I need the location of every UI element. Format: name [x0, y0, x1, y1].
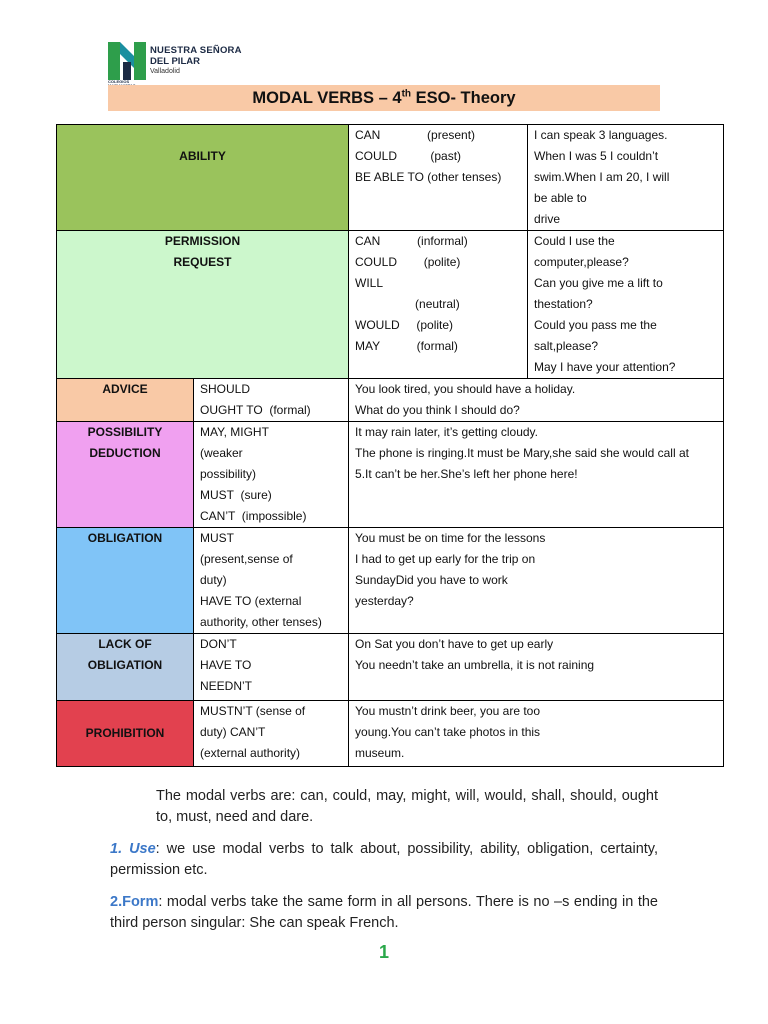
examples-prohibition — [349, 701, 724, 767]
examples-permission — [528, 231, 724, 379]
category-label: PERMISSION — [164, 234, 241, 248]
form-label: 2.Form — [110, 894, 159, 910]
page-title — [108, 85, 660, 111]
category-obligation — [57, 528, 194, 634]
modal-verbs-table — [56, 124, 724, 767]
category-label: ABILITY — [179, 149, 226, 163]
example-line: salt,please? — [534, 339, 599, 353]
category-label: PROHIBITION — [85, 726, 165, 740]
form-paragraph — [110, 892, 658, 934]
verb-line: possibility) — [200, 467, 257, 481]
verb-line: CAN’T (impossible) — [200, 509, 307, 523]
table-row-obligation — [57, 528, 724, 634]
verb-line: COULD (past) — [355, 149, 462, 163]
school-logo-icon — [108, 42, 146, 80]
example-line: It may rain later, it’s getting cloudy. — [355, 425, 538, 439]
verb-line: (external authority) — [200, 746, 301, 760]
example-line: You must be on time for the lessons — [355, 531, 546, 545]
logo-city: Valladolid — [150, 68, 180, 75]
verb-line: authority, other tenses) — [200, 615, 322, 629]
verb-line: WILL — [355, 276, 384, 290]
example-line: The phone is ringing.It must be Mary,she said she would call at — [355, 446, 689, 460]
category-lack-of-obligation — [57, 634, 194, 701]
table-row-lack-of-obligation — [57, 634, 724, 701]
category-label: REQUEST — [173, 255, 232, 269]
verb-line: (neutral) — [355, 297, 460, 311]
verb-line: BE ABLE TO (other tenses) — [355, 170, 502, 184]
category-permission — [57, 231, 349, 379]
category-possibility — [57, 422, 194, 528]
examples-advice — [349, 379, 724, 422]
verbs-obligation — [194, 528, 349, 634]
example-line: Can you give me a lift to — [534, 276, 663, 290]
example-line: 5.It can’t be her.She’s left her phone here! — [355, 467, 578, 481]
example-line: be able to — [534, 191, 587, 205]
example-line: Could you pass me the — [534, 318, 657, 332]
verb-line: CAN (informal) — [355, 234, 468, 248]
verb-line: MUSTN’T (sense of — [200, 704, 306, 718]
use-text: : we use modal verbs to talk about, possibility, ability, obligation, certainty, permission etc. — [110, 841, 658, 878]
verb-line: MAY (formal) — [355, 339, 458, 353]
verbs-advice — [194, 379, 349, 422]
category-prohibition — [57, 701, 194, 767]
examples-obligation — [349, 528, 724, 634]
category-ability — [57, 125, 349, 231]
verb-line: HAVE TO (external — [200, 594, 302, 608]
example-line: I had to get up early for the trip on — [355, 552, 536, 566]
category-label: OBLIGATION — [87, 531, 163, 545]
examples-ability — [528, 125, 724, 231]
title-text-after: ESO- Theory — [411, 89, 516, 107]
verbs-permission — [349, 231, 528, 379]
table-row-possibility — [57, 422, 724, 528]
examples-lack-of-obligation — [349, 634, 724, 701]
verb-line: COULD (polite) — [355, 255, 461, 269]
example-line: computer,please? — [534, 255, 629, 269]
verbs-lack-of-obligation — [194, 634, 349, 701]
school-logo — [108, 42, 268, 88]
page-number: 1 — [378, 942, 389, 962]
verb-line: SHOULD — [200, 382, 251, 396]
logo-caption-line1: COLEGIOS — [108, 79, 130, 84]
category-label: OBLIGATION — [87, 658, 163, 672]
example-line: drive — [534, 212, 561, 226]
title-superscript: th — [401, 88, 412, 100]
verbs-prohibition — [194, 701, 349, 767]
example-line: yesterday? — [355, 594, 414, 608]
example-line: You mustn’t drink beer, you are too — [355, 704, 541, 718]
logo-name-line2: DEL PILAR — [150, 56, 200, 67]
example-line: On Sat you don’t have to get up early — [355, 637, 554, 651]
verb-line: HAVE TO — [200, 658, 252, 672]
verbs-possibility — [194, 422, 349, 528]
use-paragraph — [110, 839, 658, 881]
examples-possibility — [349, 422, 724, 528]
example-line: SundayDid you have to work — [355, 573, 508, 587]
category-label: LACK OF — [98, 637, 152, 651]
verb-line: CAN (present) — [355, 128, 476, 142]
table-row-advice — [57, 379, 724, 422]
category-label: ADVICE — [102, 382, 148, 396]
example-line: What do you think I should do? — [355, 403, 520, 417]
verb-line: DON’T — [200, 637, 237, 651]
verbs-ability — [349, 125, 528, 231]
example-line: You look tired, you should have a holiday. — [355, 382, 576, 396]
verb-line: NEEDN’T — [200, 679, 253, 693]
verb-line: WOULD (polite) — [355, 318, 454, 332]
example-line: You needn’t take an umbrella, it is not raining — [355, 658, 595, 672]
form-text: : modal verbs take the same form in all persons. There is no –s ending in the third person singular: She can speak French. — [110, 894, 658, 931]
category-advice — [57, 379, 194, 422]
example-line: thestation? — [534, 297, 593, 311]
example-line: Could I use the — [534, 234, 615, 248]
verb-line: duty) CAN’T — [200, 725, 266, 739]
table-row-ability — [57, 125, 724, 231]
example-line: young.You can’t take photos in this — [355, 725, 541, 739]
verb-line: MUST (sure) — [200, 488, 272, 502]
category-label: POSSIBILITY — [87, 425, 163, 439]
verb-line: MUST — [200, 531, 234, 545]
verb-line: MAY, MIGHT — [200, 425, 269, 439]
example-line: When I was 5 I couldn’t — [534, 149, 659, 163]
category-label: DEDUCTION — [89, 446, 161, 460]
intro-paragraph: The modal verbs are: can, could, may, might, will, would, shall, should, ought to, must, need and dare. — [156, 788, 658, 825]
example-line: museum. — [355, 746, 405, 760]
verb-line: (weaker — [200, 446, 243, 460]
table-row-prohibition — [57, 701, 724, 767]
use-label: 1. Use — [110, 841, 156, 857]
example-line: I can speak 3 languages. — [534, 128, 668, 142]
verb-line: OUGHT TO (formal) — [200, 403, 311, 417]
verb-line: duty) — [200, 573, 227, 587]
title-text-before: MODAL VERBS – 4 — [252, 89, 402, 107]
logo-name-line1: NUESTRA SEÑORA — [150, 45, 242, 56]
table-row-permission — [57, 231, 724, 379]
example-line: swim.When I am 20, I will — [534, 170, 670, 184]
example-line: May I have your attention? — [534, 360, 676, 374]
verb-line: (present,sense of — [200, 552, 293, 566]
